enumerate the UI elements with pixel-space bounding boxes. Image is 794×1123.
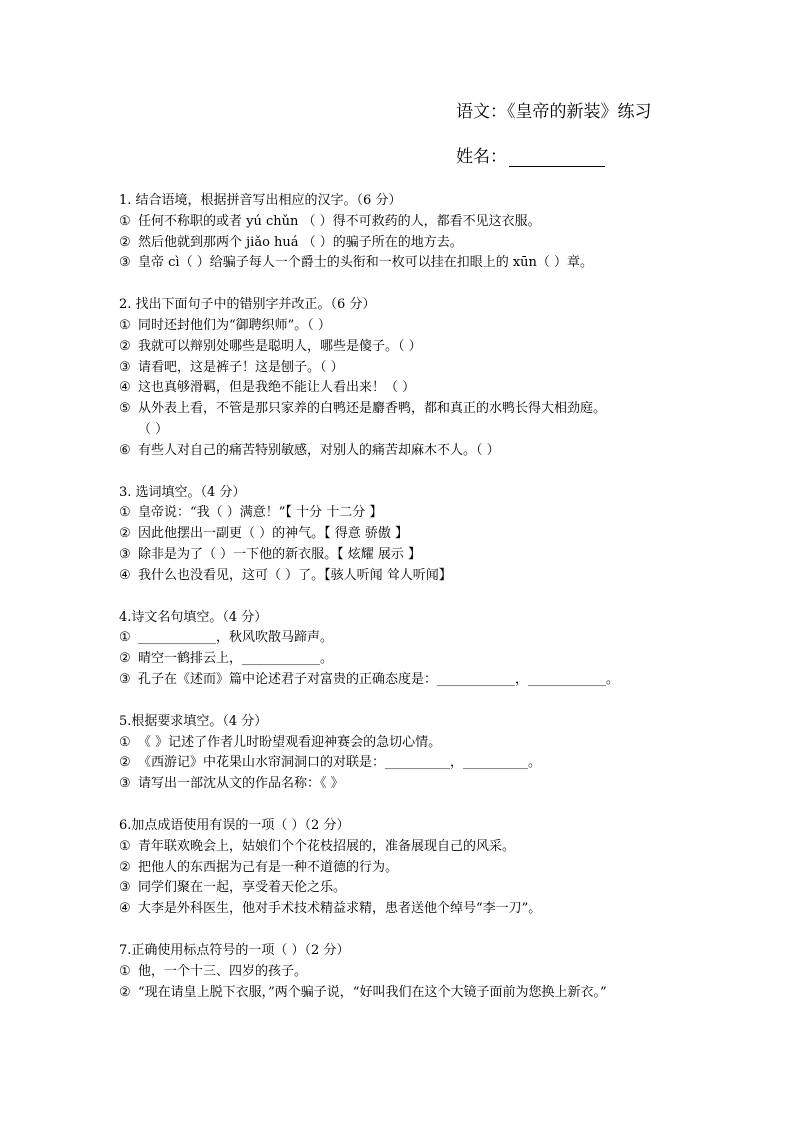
- item-number: ④: [119, 567, 131, 583]
- item-text: 青年联欢晚会上，姑娘们个个花枝招展的，准备展现自己的风采。: [138, 838, 516, 854]
- item-text: 有些人对自己的痛苦特别敏感，对别人的痛苦却麻木不人。（ ）: [138, 442, 500, 458]
- page-title: 语文：《皇帝的新装》练习: [456, 102, 652, 122]
- question-heading: 3. 选词填空。（4 分）: [119, 484, 246, 500]
- item-number: ①: [119, 734, 131, 750]
- question-heading: 6.加点成语使用有误的一项（ ）（2 分）: [119, 817, 350, 833]
- item-text: 晴空一鹤排云上，____________。: [138, 651, 334, 667]
- question-item: [119, 358, 689, 379]
- question-item: [119, 670, 689, 691]
- item-number: ③: [119, 776, 131, 792]
- item-number: ①: [119, 963, 131, 979]
- name-blank-line[interactable]: [509, 150, 605, 167]
- question-item: [119, 774, 689, 795]
- question-item: [119, 545, 689, 566]
- item-number: ②: [119, 984, 131, 1000]
- item-text: 这也真够滑羁，但是我绝不能让人看出来！（ ）: [138, 380, 416, 396]
- item-number: ③: [119, 546, 131, 562]
- question-item: [119, 399, 689, 420]
- question-item: [119, 378, 689, 399]
- item-text: 同学们聚在一起，享受着天伦之乐。: [138, 880, 347, 896]
- question-item: [119, 878, 689, 899]
- question-item: [119, 503, 689, 524]
- item-number: ①: [119, 838, 131, 854]
- question-heading: 1. 结合语境，根据拼音写出相应的汉字。（6 分）: [119, 193, 402, 208]
- item-number: ①: [119, 213, 131, 229]
- question-section-6: [119, 816, 689, 920]
- item-number: ②: [119, 234, 131, 250]
- name-field-row: [456, 142, 605, 167]
- item-number: ④: [119, 901, 131, 917]
- question-item: [119, 566, 689, 587]
- question-item: [119, 983, 689, 1004]
- item-number: ②: [119, 526, 131, 542]
- item-number: ①: [119, 505, 131, 521]
- item-text: 从外表上看，不管是那只家养的白鸭还是麝香鸭，都和真正的水鸭长得大相劲庭。: [138, 401, 607, 417]
- item-number: ②: [119, 859, 131, 875]
- question-section-5: [119, 712, 689, 795]
- question-item: [119, 837, 689, 858]
- item-number: ⑥: [119, 442, 131, 458]
- item-text: 除非是为了（ ）一下他的新衣服。【 炫耀 展示 】: [138, 546, 422, 562]
- item-text: 同时还封他们为“御聘织师”。（ ）: [138, 317, 331, 333]
- question-heading: 2. 找出下面句子中的错别字并改正。（6 分）: [119, 297, 376, 313]
- item-text: “现在请皇上脱下衣服，”两个骗子说，“好叫我们在这个大镜子面前为您换上新衣。”: [138, 984, 607, 1000]
- item-number: ③: [119, 880, 131, 896]
- name-label: 姓名：: [456, 147, 507, 167]
- question-item: [119, 962, 689, 983]
- question-heading: 5.根据要求填空。（4 分）: [119, 713, 268, 729]
- question-section-4: [119, 608, 689, 691]
- item-text: 然后他就到那两个 jiǎo huá （ ）的骗子所在的地方去。: [138, 234, 463, 250]
- item-text: （ ）: [138, 421, 169, 437]
- item-number: ①: [119, 630, 131, 646]
- item-text: 请写出一部沈从文的作品名称：《 》: [138, 776, 344, 792]
- item-text: 孔子在《述而》篇中论述君子对富贵的正确态度是：____________，____________。: [138, 671, 620, 687]
- item-text: 皇帝说：“我（ ）满意！”【 十分 十二分 】: [138, 505, 383, 521]
- question-item: [119, 441, 689, 462]
- question-item: [119, 420, 689, 441]
- question-item: [119, 628, 689, 649]
- item-number: ③: [119, 359, 131, 375]
- question-item: [119, 253, 689, 274]
- item-number: ⑤: [119, 401, 131, 417]
- question-section-7: [119, 941, 689, 1003]
- question-heading: 7.正确使用标点符号的一项（ ）（2 分）: [119, 942, 350, 958]
- question-item: [119, 858, 689, 879]
- question-list: [119, 191, 689, 1024]
- item-text: 他，一个十三、四岁的孩子。: [138, 963, 308, 979]
- item-text: ____________，秋风吹散马蹄声。: [138, 630, 334, 646]
- question-item: [119, 524, 689, 545]
- item-text: 我什么也没看见，这可（ ）了。【骇人听闻 耸人听闻】: [138, 567, 452, 583]
- item-number: ③: [119, 671, 131, 687]
- item-text: 把他人的东西据为己有是一种不道德的行为。: [138, 859, 399, 875]
- question-item: [119, 233, 689, 254]
- item-number: ③: [119, 255, 131, 271]
- question-item: [119, 337, 689, 358]
- item-text: 请看吧，这是裤子！这是刨子。（ ）: [138, 359, 344, 375]
- item-text: 皇帝 cì（ ）给骗子每人一个爵士的头衔和一枚可以挂在扣眼上的 xūn（ ）章。: [138, 255, 594, 271]
- question-item: [119, 753, 689, 774]
- item-number: ④: [119, 380, 131, 396]
- question-item: [119, 316, 689, 337]
- item-number: ①: [119, 317, 131, 333]
- item-number: ②: [119, 651, 131, 667]
- question-item: [119, 649, 689, 670]
- item-text: 我就可以辩别处哪些是聪明人，哪些是傻子。（ ）: [138, 338, 422, 354]
- question-item: [119, 212, 689, 233]
- item-text: 任何不称职的或者 yú chǔn （ ）得不可救药的人，都看不见这衣服。: [138, 213, 541, 229]
- question-item: [119, 899, 689, 920]
- question-item: [119, 733, 689, 754]
- question-section-2: [119, 295, 689, 461]
- item-number: ②: [119, 755, 131, 771]
- question-section-1: [119, 191, 689, 274]
- item-text: 因此他摆出一副更（ ）的神气。【 得意 骄傲 】: [138, 526, 409, 542]
- item-text: 《西游记》中花果山水帘洞洞口的对联是：__________，__________。: [138, 755, 542, 771]
- item-text: 大李是外科医生，他对手术技术精益求精，患者送他个绰号“李一刀”。: [138, 901, 542, 917]
- question-heading: 4.诗文名句填空。（4 分）: [119, 609, 268, 625]
- question-section-3: [119, 483, 689, 587]
- item-text: 《 》记述了作者儿时盼望观看迎神赛会的急切心情。: [138, 734, 442, 750]
- item-number: ②: [119, 338, 131, 354]
